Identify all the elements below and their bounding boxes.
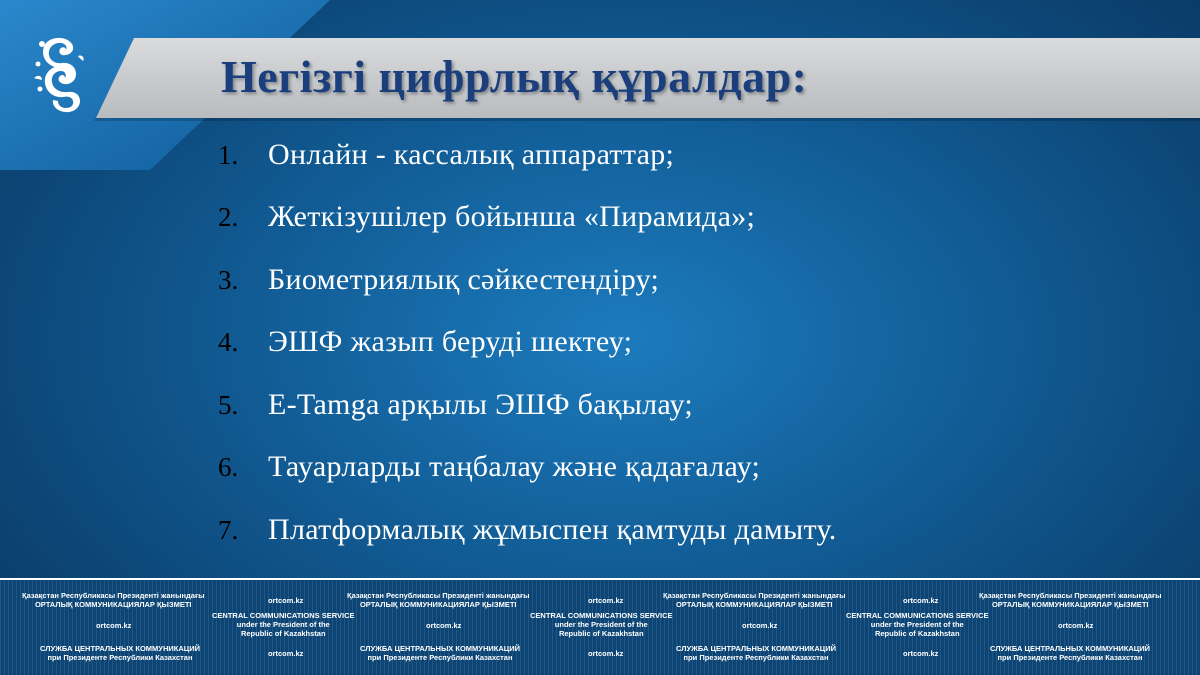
footer-site: ortcom.kz bbox=[742, 621, 778, 630]
item-number: 2. bbox=[218, 202, 239, 232]
footer-en-text: CENTRAL COMMUNICATIONS SERVICE under the President of the Republic of Kazakhstan bbox=[530, 611, 673, 638]
item-text: Е-Tamga арқылы ЭШФ бақылау; bbox=[268, 388, 694, 421]
footer-site: ortcom.kz bbox=[588, 649, 624, 658]
footer-site: ortcom.kz bbox=[268, 649, 304, 658]
footer-ru-text: СЛУЖБА ЦЕНТРАЛЬНЫХ КОММУНИКАЦИЙ при Президенте Республики Казахстан bbox=[676, 644, 837, 662]
item-number: 7. bbox=[218, 515, 239, 545]
footer-kz-text: Қазақстан Республикасы Президенті жанындағы ОРТАЛЫҚ КОММУНИКАЦИЯЛАР ҚЫЗМЕТІ bbox=[22, 591, 205, 609]
footer-kz-text: Қазақстан Республикасы Президенті жанындағы ОРТАЛЫҚ КОММУНИКАЦИЯЛАР ҚЫЗМЕТІ bbox=[663, 591, 846, 609]
item-text: ЭШФ жазып беруді шектеу; bbox=[268, 325, 633, 358]
footer-site: ortcom.kz bbox=[588, 596, 624, 605]
item-text: Платформалық жұмыспен қамтуды дамыту. bbox=[268, 513, 837, 546]
footer-site: ortcom.kz bbox=[903, 649, 939, 658]
item-number: 1. bbox=[218, 140, 239, 170]
snow-leopard-emblem-icon bbox=[30, 34, 88, 116]
footer-site: ortcom.kz bbox=[903, 596, 939, 605]
item-text: Биометриялық сәйкестендіру; bbox=[268, 263, 660, 296]
footer-en-text: CENTRAL COMMUNICATIONS SERVICE under the President of the Republic of Kazakhstan bbox=[212, 611, 355, 638]
footer-en-text: CENTRAL COMMUNICATIONS SERVICE under the President of the Republic of Kazakhstan bbox=[846, 611, 989, 638]
footer-site: ortcom.kz bbox=[426, 621, 462, 630]
item-text: Тауарларды таңбалау және қадағалау; bbox=[268, 450, 761, 483]
footer-site: ortcom.kz bbox=[96, 621, 132, 630]
footer-site: ortcom.kz bbox=[1058, 621, 1094, 630]
item-text: Онлайн - кассалық аппараттар; bbox=[268, 138, 675, 171]
footer-ru-text: СЛУЖБА ЦЕНТРАЛЬНЫХ КОММУНИКАЦИЙ при Президенте Республики Казахстан bbox=[360, 644, 521, 662]
item-number: 6. bbox=[218, 452, 239, 482]
footer-kz-text: Қазақстан Республикасы Президенті жанындағы ОРТАЛЫҚ КОММУНИКАЦИЯЛАР ҚЫЗМЕТІ bbox=[347, 591, 530, 609]
slide-title: Негізгі цифрлық құралдар: bbox=[221, 51, 808, 102]
footer-ru-text: СЛУЖБА ЦЕНТРАЛЬНЫХ КОММУНИКАЦИЙ при Президенте Республики Казахстан bbox=[40, 644, 201, 662]
footer-branding bbox=[0, 578, 1200, 675]
item-number: 4. bbox=[218, 327, 239, 357]
footer-ru-text: СЛУЖБА ЦЕНТРАЛЬНЫХ КОММУНИКАЦИЙ при Президенте Республики Казахстан bbox=[990, 644, 1151, 662]
footer-site: ortcom.kz bbox=[268, 596, 304, 605]
item-number: 5. bbox=[218, 390, 239, 420]
item-number: 3. bbox=[218, 265, 239, 295]
item-text: Жеткізушілер бойынша «Пирамида»; bbox=[268, 200, 756, 233]
footer-kz-text: Қазақстан Республикасы Президенті жанындағы ОРТАЛЫҚ КОММУНИКАЦИЯЛАР ҚЫЗМЕТІ bbox=[979, 591, 1162, 609]
